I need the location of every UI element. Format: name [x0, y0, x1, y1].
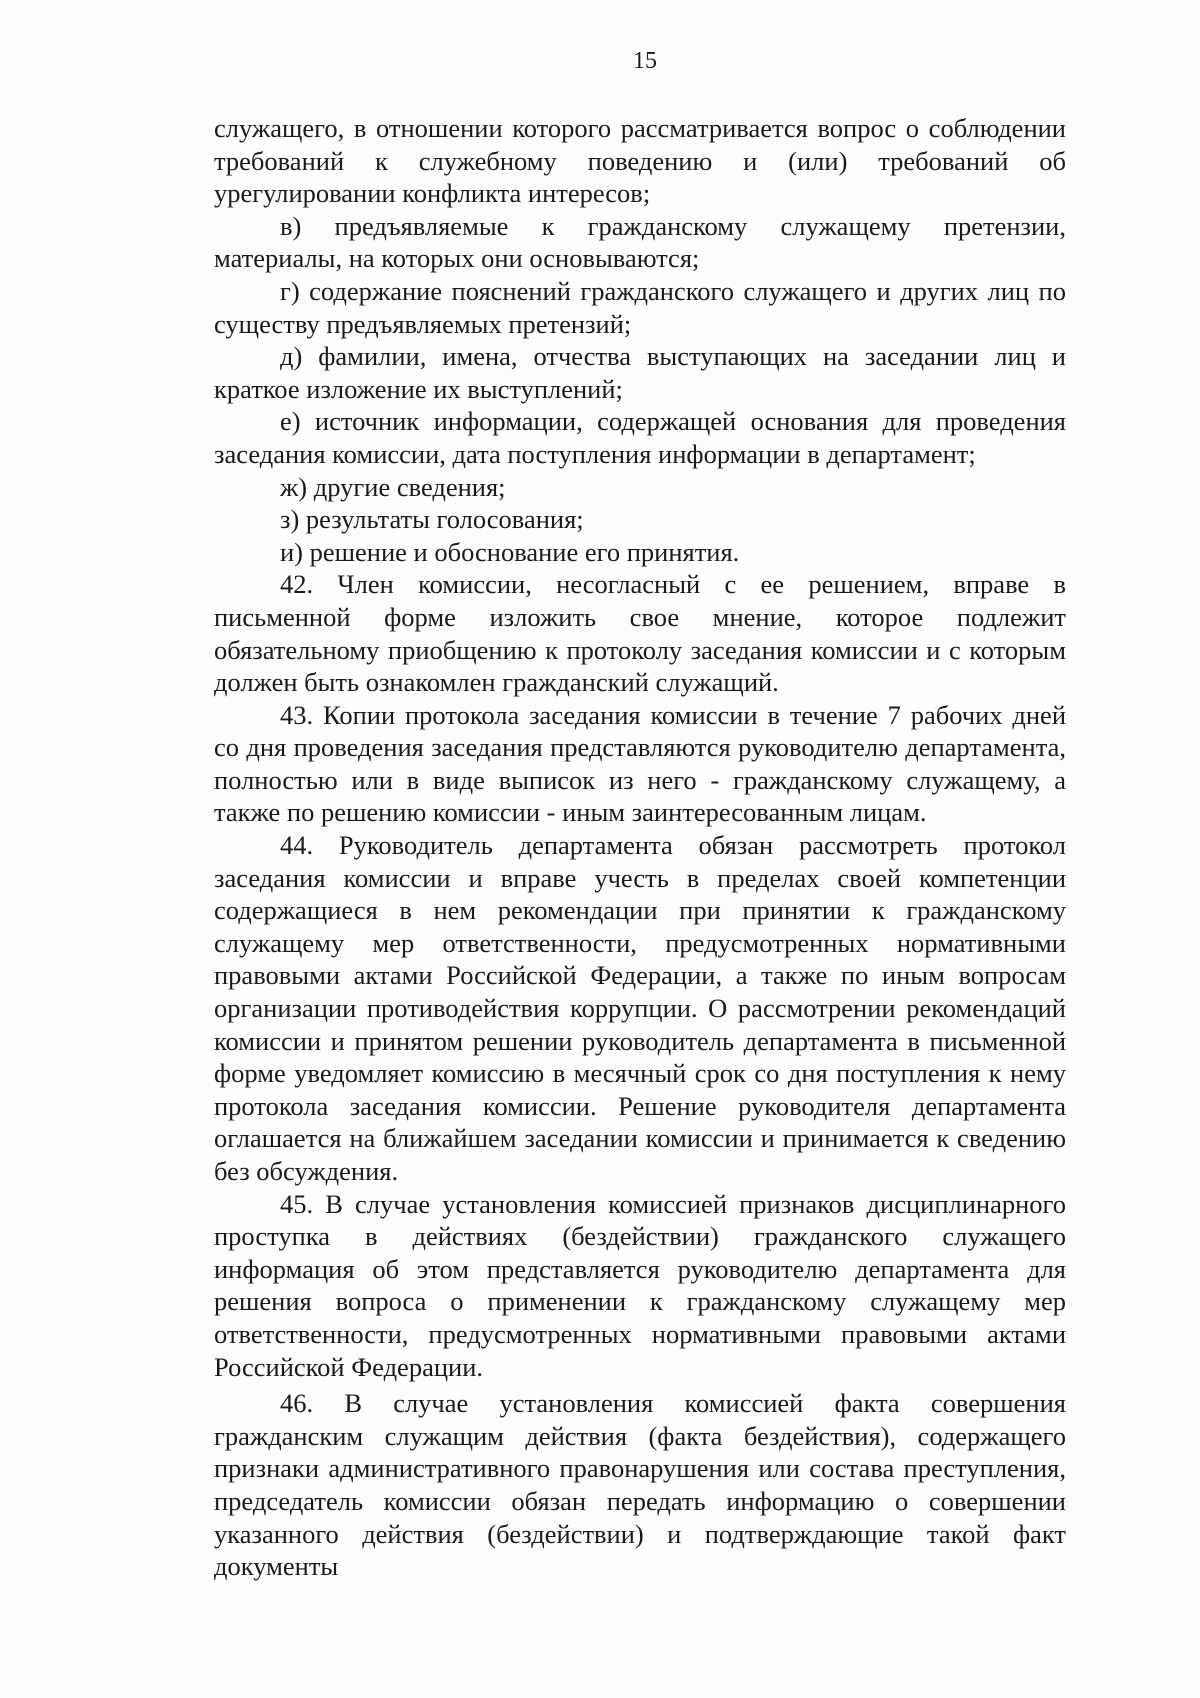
paragraph-item-e: е) источник информации, содержащей основания для проведения заседания комиссии, дата поступления информации в департамент; [214, 406, 1066, 469]
paragraph-45: 45. В случае установления комиссией признаков дисциплинарного проступка в действиях (бездействии) гражданского служащего информация об этом представляется руководителю департамента для решения вопроса о применении к гражданскому служащему мер ответственности, предусмотренных нормативными правовыми актами Российской Федерации. [214, 1188, 1066, 1382]
paragraph-46: 46. В случае установления комиссией факта совершения гражданским служащим действия (факта бездействия), содержащего признаки административного правонарушения или состава преступления, председатель комиссии обязан передать информацию о совершении указанного действия (бездействии) и подтверждающие такой факт документы [214, 1388, 1066, 1582]
paragraph-item-d: д) фамилии, имена, отчества выступающих на заседании лиц и краткое изложение их выступлений; [214, 341, 1066, 404]
paragraph-item-z: з) результаты голосования; [280, 504, 584, 535]
page-number: 15 [633, 48, 657, 74]
paragraph-42: 42. Член комиссии, несогласный с ее решением, вправе в письменной форме изложить свое мнение, которое подлежит обязательному приобщению к протоколу заседания комиссии и с которым должен быть ознакомлен гражданский служащий. [214, 569, 1066, 698]
paragraph-item-g: г) содержание пояснений гражданского служащего и других лиц по существу предъявляемых претензий; [214, 275, 1066, 339]
paragraph-item-zh: ж) другие сведения; [280, 471, 506, 502]
paragraph-44: 44. Руководитель департамента обязан рассмотреть протокол заседания комиссии и вправе учесть в пределах своей компетенции содержащиеся в нем рекомендации при принятии к гражданскому служащему мер ответственности, предусмотренных нормативными правовыми актами Российской Федерации, а также по иным вопросам организации противодействия коррупции. О рассмотрении рекомендаций комиссии и принятом решении руководитель департамента в письменной форме уведомляет комиссию в месячный срок со дня поступления к нему протокола заседания комиссии. Решение руководителя департамента оглашается на ближайшем заседании комиссии и принимается к сведению без обсуждения. [214, 830, 1066, 1186]
paragraph-continuation: служащего, в отношении которого рассматривается вопрос о соблюдении требований к служебному поведению и (или) требований об урегулировании конфликта интересов; [214, 113, 1066, 209]
paragraph-item-v: в) предъявляемые к гражданскому служащему претензии, материалы, на которых они основываются; [214, 210, 1066, 274]
paragraph-43: 43. Копии протокола заседания комиссии в течение 7 рабочих дней со дня проведения заседания представляются руководителю департамента, полностью или в виде выписок из него - гражданскому служащему, а также по решению комиссии - иным заинтересованным лицам. [214, 699, 1066, 828]
paragraph-item-i: и) решение и обоснование его принятия. [280, 536, 740, 567]
document-body [214, 112, 1066, 1583]
